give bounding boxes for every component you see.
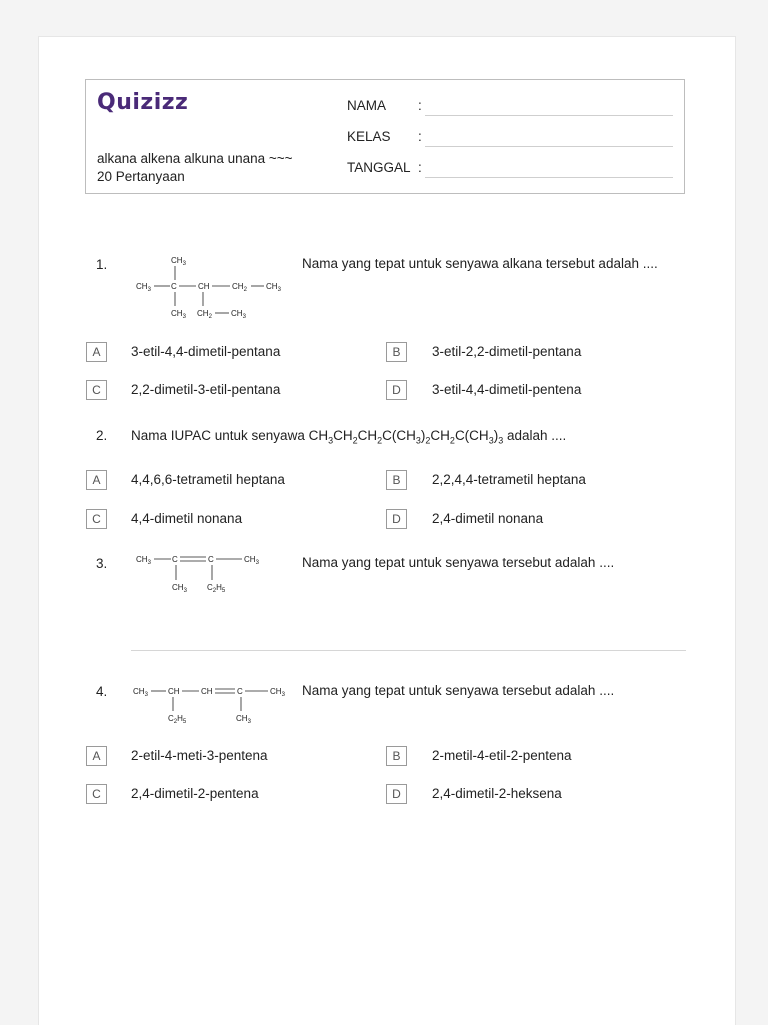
worksheet-header (85, 79, 685, 194)
class-label: KELAS (347, 129, 391, 144)
date-field[interactable] (347, 160, 422, 175)
question-3-text: Nama yang tepat untuk senyawa tersebut adalah .... (302, 555, 615, 570)
quiz-title-block (97, 150, 293, 186)
question-1-text: Nama yang tepat untuk senyawa alkana tersebut adalah .... (302, 256, 658, 271)
question-divider (131, 650, 686, 651)
svg-text:CH3: $CH_3$ (136, 282, 151, 293)
class-line[interactable] (425, 146, 673, 147)
svg-text:CH2: $CH_2$ (232, 282, 247, 293)
q4-option-b-text: 2-metil-4-etil-2-pentena (432, 748, 572, 763)
question-2-number: 2. (96, 428, 108, 443)
svg-text:C: C (172, 555, 178, 564)
svg-text:CH3: $CH_3$ (136, 555, 151, 566)
q2-option-b-text: 2,2,4,4-tetrametil heptana (432, 472, 586, 487)
svg-text:CH3: $CH_3$ (266, 282, 281, 293)
q1-option-b-text: 3-etil-2,2-dimetil-pentana (432, 344, 582, 359)
q2-option-c-text: 4,4-dimetil nonana (131, 511, 243, 526)
class-field[interactable] (347, 129, 422, 144)
svg-text:CH2: $CH_2$ (197, 309, 212, 320)
question-3-number: 3. (96, 556, 108, 571)
q4-option-d-box[interactable]: D (386, 784, 407, 804)
svg-text:C: C (171, 282, 177, 291)
question-1-number: 1. (96, 257, 108, 272)
svg-text:CH3: $CH_3$ (171, 309, 186, 320)
question-2-text-prefix: Nama IUPAC untuk senyawa (131, 428, 305, 443)
svg-text:CH3: $CH_3$ (270, 687, 285, 698)
q2-option-d-text: 2,4-dimetil nonana (432, 511, 544, 526)
svg-text:CH3: $CH_3$ (236, 714, 251, 725)
class-colon: : (418, 129, 422, 144)
svg-text:C: C (208, 555, 214, 564)
date-line[interactable] (425, 177, 673, 178)
name-field[interactable] (347, 98, 422, 113)
question-count: 20 Pertanyaan (97, 169, 185, 184)
svg-text:CH3: $CH_3$ (133, 687, 148, 698)
q1-option-d-text: 3-etil-4,4-dimetil-pentena (432, 382, 582, 397)
q4-option-d-text: 2,4-dimetil-2-heksena (432, 786, 562, 801)
date-label: TANGGAL (347, 160, 411, 175)
svg-text:CH3: $CH_3$ (171, 256, 186, 267)
question-4-text: Nama yang tepat untuk senyawa tersebut adalah .... (302, 683, 615, 698)
svg-text:CH: CH (168, 687, 180, 696)
name-line[interactable] (425, 115, 673, 116)
svg-text:CH3: $CH_3$ (244, 555, 259, 566)
q2-option-d-box[interactable]: D (386, 509, 407, 529)
q4-option-b-box[interactable]: B (386, 746, 407, 766)
question-1-structure (134, 252, 290, 322)
quiz-title: alkana alkena alkuna unana ~~~ (97, 151, 293, 166)
q2-option-a-text: 4,4,6,6-tetrametil heptana (131, 472, 285, 487)
svg-text:CH: CH (198, 282, 210, 291)
svg-text:C: C (237, 687, 243, 696)
svg-text:CH: CH (201, 687, 213, 696)
quizizz-logo: Quizizz (97, 90, 189, 115)
q1-option-c-text: 2,2-dimetil-3-etil-pentana (131, 382, 281, 397)
q1-option-a-text: 3-etil-4,4-dimetil-pentana (131, 344, 281, 359)
q2-option-a-box[interactable]: A (86, 470, 107, 490)
q1-option-b-box[interactable]: B (386, 342, 407, 362)
question-4-number: 4. (96, 684, 108, 699)
q4-option-a-text: 2-etil-4-meti-3-pentena (131, 748, 268, 763)
q4-option-c-text: 2,4-dimetil-2-pentena (131, 786, 259, 801)
q1-option-d-box[interactable]: D (386, 380, 407, 400)
q4-option-c-box[interactable]: C (86, 784, 107, 804)
question-3-structure (134, 550, 274, 600)
q1-option-a-box[interactable]: A (86, 342, 107, 362)
svg-text:CH3: $CH_3$ (231, 309, 246, 320)
svg-text:CH3: $CH_3$ (172, 583, 187, 594)
q2-option-c-box[interactable]: C (86, 509, 107, 529)
question-4-structure (131, 682, 289, 726)
q4-option-a-box[interactable]: A (86, 746, 107, 766)
q1-option-c-box[interactable]: C (86, 380, 107, 400)
question-2-text (131, 428, 566, 446)
svg-text:C2H5: $C_2H_5$ (207, 583, 226, 594)
svg-text:C2H5: $C_2H_5$ (168, 714, 187, 725)
name-colon: : (418, 98, 422, 113)
date-colon: : (418, 160, 422, 175)
q2-option-b-box[interactable]: B (386, 470, 407, 490)
question-2-formula: $CH_3CH_2CH_2C(CH_3)_2CH_2C(CH_3)_3$ (308, 428, 504, 446)
question-2-text-suffix: adalah .... (506, 428, 567, 443)
name-label: NAMA (347, 98, 387, 113)
